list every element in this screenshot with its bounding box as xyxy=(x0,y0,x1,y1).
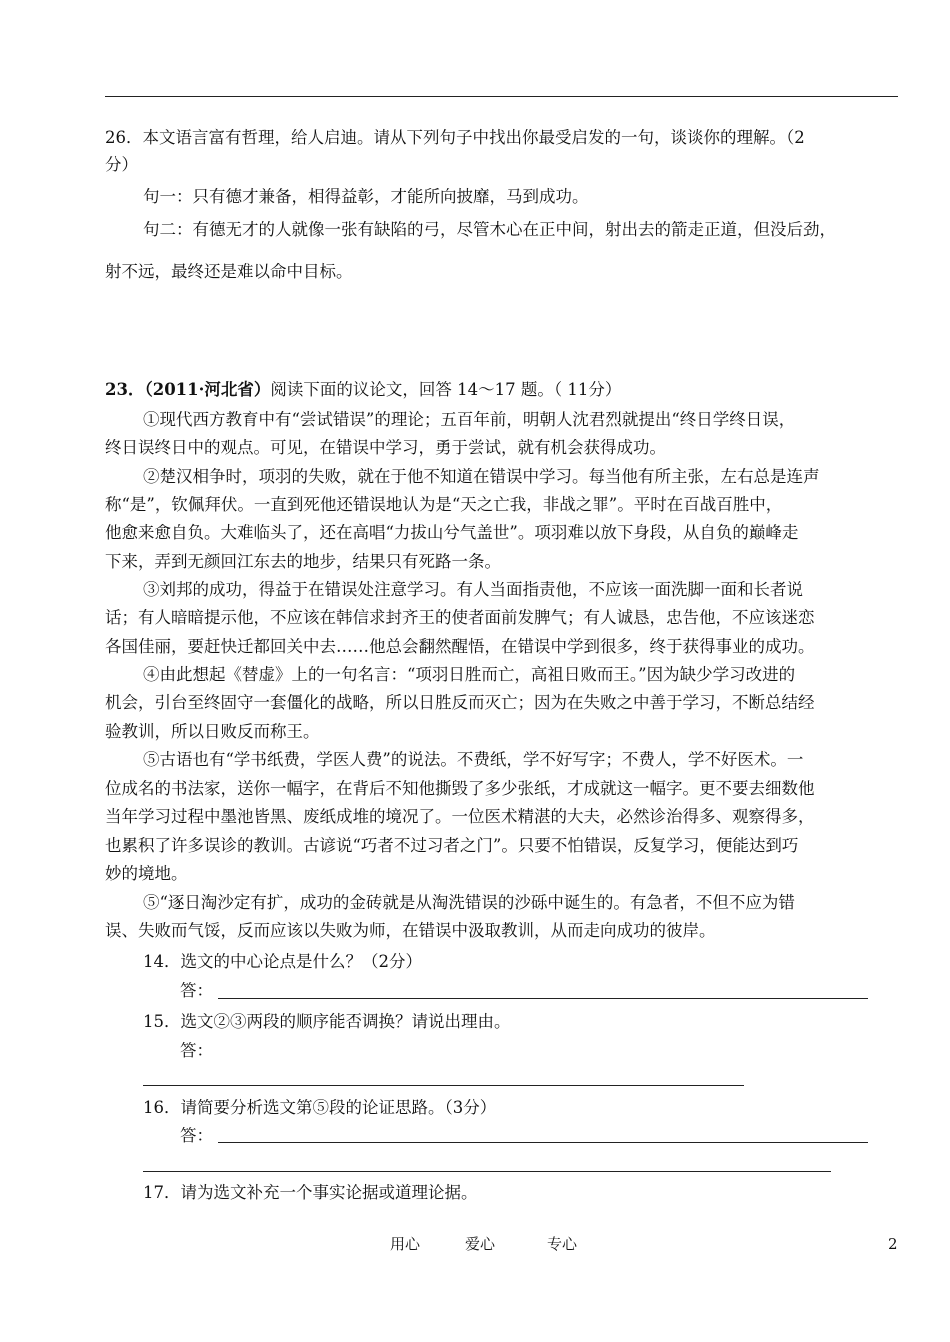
passage-line: 验教训，所以日败反而称王。 xyxy=(105,722,320,741)
q26-sentence2-line1: 句二：有德无才的人就像一张有缺陷的弓，尽管木心在正中间，射出去的箭走正道，但没后劲， xyxy=(143,220,836,239)
passage-line: 话；有人暗暗提示他，不应该在韩信求封齐王的使者面前发脾气；有人诚恳，忠告他，不应该迷恋 xyxy=(105,608,815,627)
passage-line: 各国佳丽，要赶快迁都回关中去……他总会翻然醒悟，在错误中学到很多，终于获得事业的成功。 xyxy=(105,637,815,656)
passage-line: 下来，弄到无颜回江东去的地步，结果只有死路一条。 xyxy=(105,552,501,571)
q17-prompt: 17．请为选文补充一个事实论据或道理论据。 xyxy=(143,1183,478,1202)
passage-line: 也累积了许多误诊的教训。古谚说“巧者不过习者之门”。只要不怕错误，反复学习，便能达到巧 xyxy=(105,836,799,855)
passage-line: ③刘邦的成功，得益于在错误处注意学习。有人当面指责他，不应该一面洗脚一面和长者说 xyxy=(143,580,803,599)
q16-answer-label: 答： xyxy=(180,1126,213,1145)
q14-answer-label: 答： xyxy=(180,981,213,1000)
q15-answer-line[interactable] xyxy=(143,1085,744,1086)
footer-text-middle: 爱心 xyxy=(465,1235,496,1253)
q16-prompt: 16．请简要分析选文第⑤段的论证思路。（3分） xyxy=(143,1098,497,1117)
q26-line1: 26．本文语言富有哲理，给人启迪。请从下列句子中找出你最受启发的一句，谈谈你的理解。（2 xyxy=(105,128,805,147)
passage-line: 称“是”，钦佩拜伏。一直到死他还错误地认为是“天之亡我，非战之罪”。平时在百战百胜中， xyxy=(105,495,783,514)
q14-prompt: 14．选文的中心论点是什么？（2分） xyxy=(143,952,422,971)
q16-answer-line[interactable] xyxy=(218,1142,868,1143)
q15-prompt: 15．选文②③两段的顺序能否调换？请说出理由。 xyxy=(143,1012,511,1031)
passage-line: 妙的境地。 xyxy=(105,864,188,883)
passage-line: 机会，引台至终固守一套僵化的战略，所以日胜反而灭亡；因为在失败之中善于学习，不断总结经 xyxy=(105,693,815,712)
footer-text-left: 用心 xyxy=(390,1235,421,1253)
passage-line: ②楚汉相争时，项羽的失败，就在于他不知道在错误中学习。每当他有所主张，左右总是连声 xyxy=(143,467,820,486)
footer-text-right: 专心 xyxy=(547,1235,578,1253)
passage-line: 误、失败而气馁，反而应该以失败为师，在错误中汲取教训，从而走向成功的彼岸。 xyxy=(105,921,716,940)
q23-number: 23．（2011·河北省） xyxy=(105,380,271,399)
passage-line: 当年学习过程中墨池皆黑、废纸成堆的境况了。一位医术精湛的大夫，必然诊治得多、观察得多， xyxy=(105,807,815,826)
passage-line: 终日误终日中的观点。可见，在错误中学习，勇于尝试，就有机会获得成功。 xyxy=(105,438,666,457)
passage-line: ⑤“逐日淘沙定有扩，成功的金砖就是从淘洗错误的沙砾中诞生的。有急者，不但不应为错 xyxy=(143,893,795,912)
passage-line: 他愈来愈自负。大难临头了，还在高唱“力拔山兮气盖世”。项羽难以放下身段，从自负的巅峰走 xyxy=(105,523,799,542)
passage-line: ④由此想起《替虚》上的一句名言：“项羽日胜而亡，高祖日败而王。”因为缺少学习改进的 xyxy=(143,665,796,684)
q23-heading xyxy=(105,379,621,401)
header-rule xyxy=(105,96,898,97)
q14-answer-line[interactable] xyxy=(218,998,868,999)
q23-intro: 阅读下面的议论文，回答 14～17 题。（ 11分） xyxy=(270,380,622,399)
q15-answer-label: 答： xyxy=(180,1041,213,1060)
q26-sentence1: 句一：只有德才兼备，相得益彰，才能所向披靡，马到成功。 xyxy=(143,187,589,206)
q26-line2: 分） xyxy=(105,155,138,174)
q16-answer-line-2[interactable] xyxy=(143,1171,831,1172)
passage-line: ⑤古语也有“学书纸费，学医人费”的说法。不费纸，学不好写字；不费人，学不好医术。一 xyxy=(143,750,804,769)
page-number: 2 xyxy=(888,1235,898,1253)
q26-sentence2-line2: 射不远，最终还是难以命中目标。 xyxy=(105,262,353,281)
passage-line: ①现代西方教育中有“尝试错误”的理论；五百年前，明朝人沈君烈就提出“终日学终日误， xyxy=(143,410,796,429)
passage-line: 位成名的书法家，送你一幅字，在背后不知他撕毁了多少张纸，才成就这一幅字。更不要去细数他 xyxy=(105,779,815,798)
